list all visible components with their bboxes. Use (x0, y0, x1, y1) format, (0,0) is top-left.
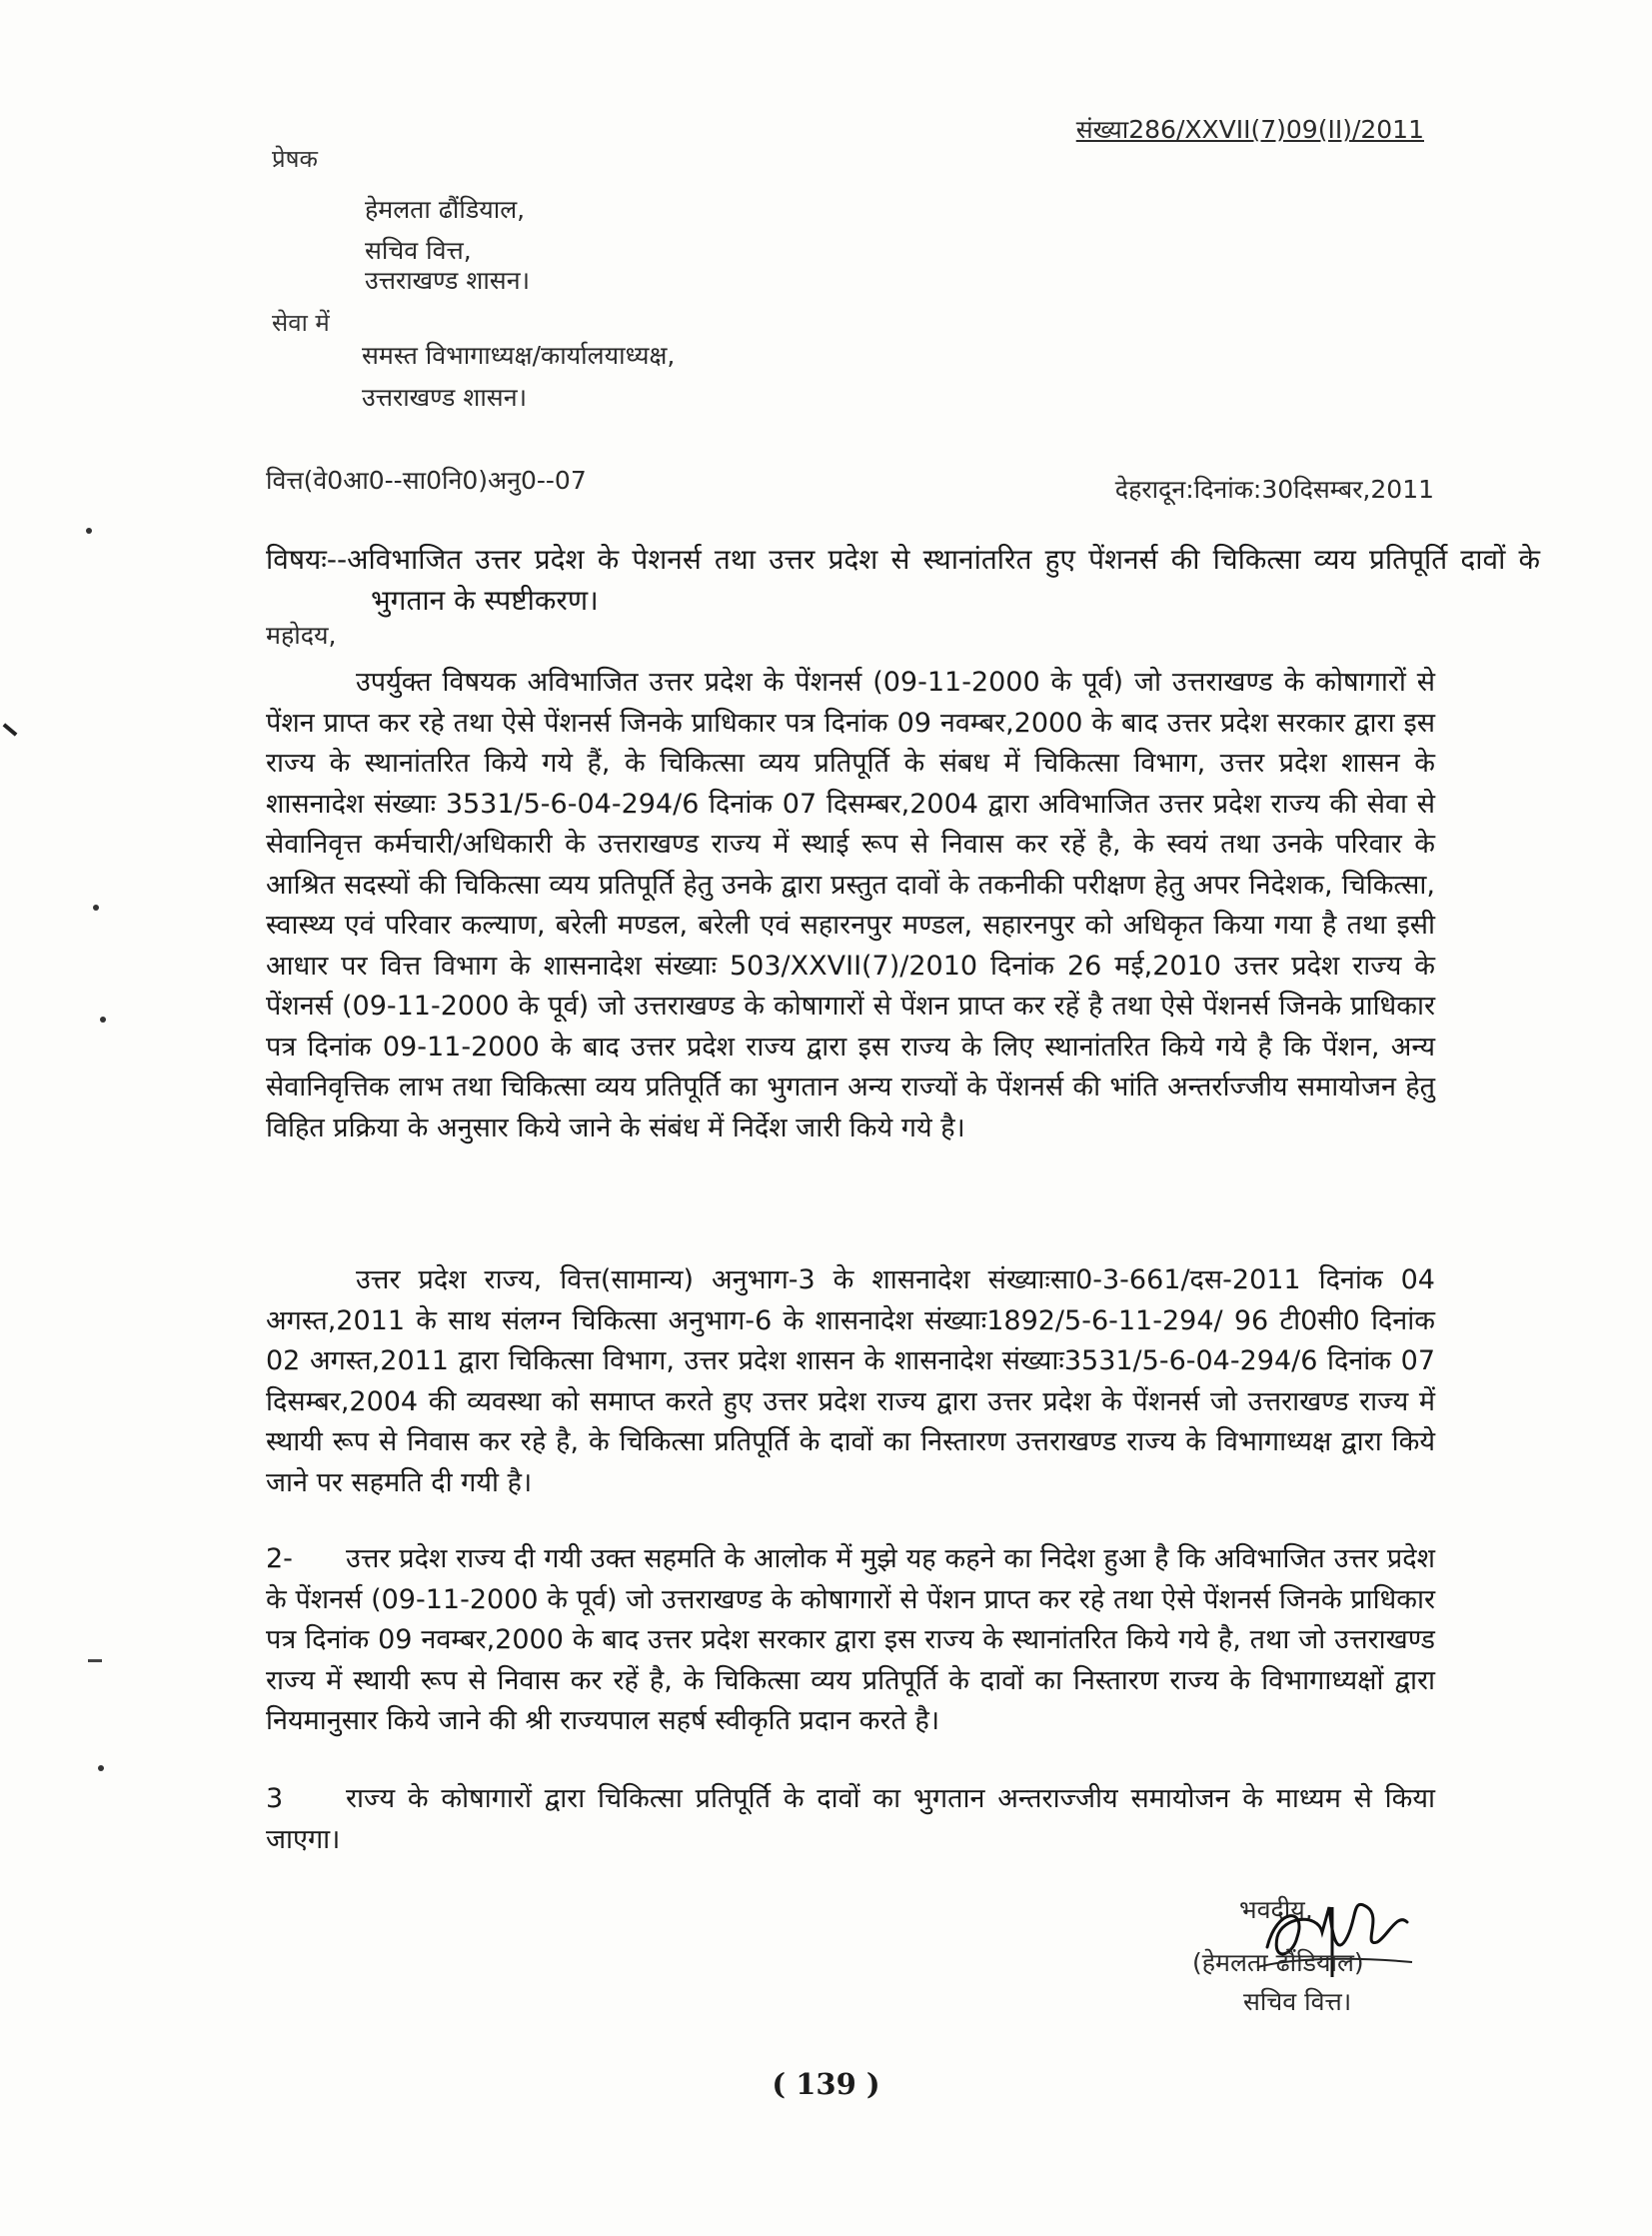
scan-mark (88, 1659, 102, 1662)
sender-designation: सचिव वित्त, (365, 236, 472, 265)
closing: भवदीय, (1239, 1895, 1313, 1924)
scan-mark (86, 528, 92, 534)
signatory-designation: सचिव वित्त। (1243, 1987, 1352, 2016)
page-number: ( 139 ) (772, 2067, 880, 2101)
scan-mark (100, 1017, 106, 1023)
paragraph-2: उत्तर प्रदेश राज्य, वित्त(सामान्य) अनुभाग-3 के शासनादेश संख्याःसा0-3-661/दस-2011 दिनांक 04 अगस्त,2011 के साथ संलग्न चिकित्सा अनुभाग-6 के शासनादेश संख्याः1892/5-6-11-294/ 96 टी0सी0 दिनांक 02 अगस्त,2011 द्वारा चिकित्सा विभाग, उत्तर प्रदेश शासन के शासनादेश संख्याः3531/5-6-04-294/6 दिनांक 07 दिसम्बर,2004 की व्यवस्था को समाप्त करते हुए उत्तर प्रदेश राज्य द्वारा उत्तर प्रदेश के पेंशनर्स जो उत्तराखण्ड राज्य में स्थायी रूप से निवास कर रहे है, के चिकित्सा प्रतिपूर्ति के दावों का निस्तारण उत्तराखण्ड राज्य के विभागाध्यक्ष द्वारा किये जाने पर सहमति दी गयी है। (266, 1264, 1435, 1498)
scan-mark (93, 905, 99, 911)
salutation: महोदय, (266, 621, 337, 650)
paragraph-4-number: 3 (266, 1783, 284, 1814)
paragraph-3-text: उत्तर प्रदेश राज्य दी गयी उक्त सहमति के आलोक में मुझे यह कहने का निदेश हुआ है कि अविभाजित उत्तर प्रदेश के पेंशनर्स (09-11-2000 के पूर्व) जो उत्तराखण्ड के कोषागारों से पेंशन प्राप्त कर रहे तथा ऐसे पेंशनर्स जिनके प्राधिकार पत्र दिनांक 09 नवम्बर,2000 के बाद उत्तर प्रदेश सरकार द्वारा इस राज्य के स्थानांतरित किये गये है, तथा जो उत्तराखण्ड राज्य में स्थायी रूप से निवास कर रहें है, के चिकित्सा व्यय प्रतिपूर्ति के दावों का निस्तारण राज्य के विभागाध्यक्षों द्वारा नियमानुसार किये जाने की श्री राज्यपाल सहर्ष स्वीकृति प्रदान करते है। (266, 1543, 1435, 1736)
sender-office: उत्तराखण्ड शासन। (365, 266, 531, 295)
to-label: सेवा में (272, 309, 330, 337)
recipient-line2: उत्तराखण्ड शासन। (362, 383, 528, 412)
paragraph-4-text: राज्य के कोषागारों द्वारा चिकित्सा प्रतिपूर्ति के दावों का भुगतान अन्तराज्जीय समायोजन के माध्यम से किया जाएगा। (266, 1783, 1435, 1855)
sender-name: हेमलता ढौंडियाल, (365, 195, 526, 224)
signatory-name: (हेमलता ढौंडियाल) (1192, 1948, 1364, 1977)
paragraph-4 (266, 1779, 1435, 1860)
recipient-line1: समस्त विभागाध्यक्ष/कार्यालयाध्यक्ष, (362, 341, 676, 370)
paragraph-3-number: 2- (266, 1543, 293, 1574)
paragraph-1: उपर्युक्त विषयक अविभाजित उत्तर प्रदेश के पेंशनर्स (09-11-2000 के पूर्व) जो उत्तराखण्ड के कोषागारों से पेंशन प्राप्त कर रहे तथा ऐसे पेंशनर्स जिनके प्राधिकार पत्र दिनांक 09 नवम्बर,2000 के बाद उत्तर प्रदेश सरकार द्वारा इस राज्य के स्थानांतरित किये गये हैं, के चिकित्सा व्यय प्रतिपूर्ति के संबध में चिकित्सा विभाग, उत्तर प्रदेश शासन के शासनादेश संख्याः 3531/5-6-04-294/6 दिनांक 07 दिसम्बर,2004 द्वारा अविभाजित उत्तर प्रदेश राज्य की सेवा से सेवानिवृत्त कर्मचारी/अधिकारी के उत्तराखण्ड राज्य में स्थाई रूप से निवास कर रहें है, के स्वयं तथा उनके परिवार के आश्रित सदस्यों की चिकित्सा व्यय प्रतिपूर्ति हेतु उनके द्वारा प्रस्तुत दावों के तकनीकी परीक्षण हेतु अपर निदेशक, चिकित्सा, स्वास्थ्य एवं परिवार कल्याण, बरेली मण्डल, बरेली एवं सहारनपुर मण्डल, सहारनपुर को अधिकृत किया गया है तथा इसी आधार पर वित्त विभाग के शासनादेश संख्याः 503/XXVII(7)/2010 दिनांक 26 मई,2010 उत्तर प्रदेश राज्य के पेंशनर्स (09-11-2000 के पूर्व) जो उत्तराखण्ड के कोषागारों से पेंशन प्राप्त कर रहें है तथा ऐसे पेंशनर्स जिनके प्राधिकार पत्र दिनांक 09-11-2000 के बाद उत्तर प्रदेश राज्य द्वारा इस राज्य के लिए स्थानांतरित किये गये है कि पेंशन, अन्य सेवानिवृत्तिक लाभ तथा चिकित्सा व्यय प्रतिपूर्ति का भुगतान अन्य राज्यों के पेंशनर्स की भांति अन्तर्राज्जीय समायोजन हेतु विहित प्रक्रिया के अनुसार किये जाने के संबंध में निर्देश जारी किये गये है। (266, 667, 1435, 1143)
scan-mark (98, 1765, 104, 1771)
scan-mark (3, 723, 18, 736)
subject: विषयः--अविभाजित उत्तर प्रदेश के पेशनर्स तथा उत्तर प्रदेश से स्थानांतरित हुए पेंशनर्स की चिकित्सा व्यय प्रतिपूर्ति दावों के भुगतान के स्पष्टीकरण। (266, 543, 1540, 617)
paragraph-3 (266, 1539, 1435, 1742)
reference-number: संख्या286/XXVII(7)09(II)/2011 (1075, 115, 1424, 144)
section-reference: वित्त(वे0आ0--सा0नि0)अनु0--07 (266, 466, 587, 495)
place-date: देहरादून:दिनांक:30दिसम्बर,2011 (1114, 475, 1434, 504)
from-label: प्रेषक (272, 145, 318, 173)
